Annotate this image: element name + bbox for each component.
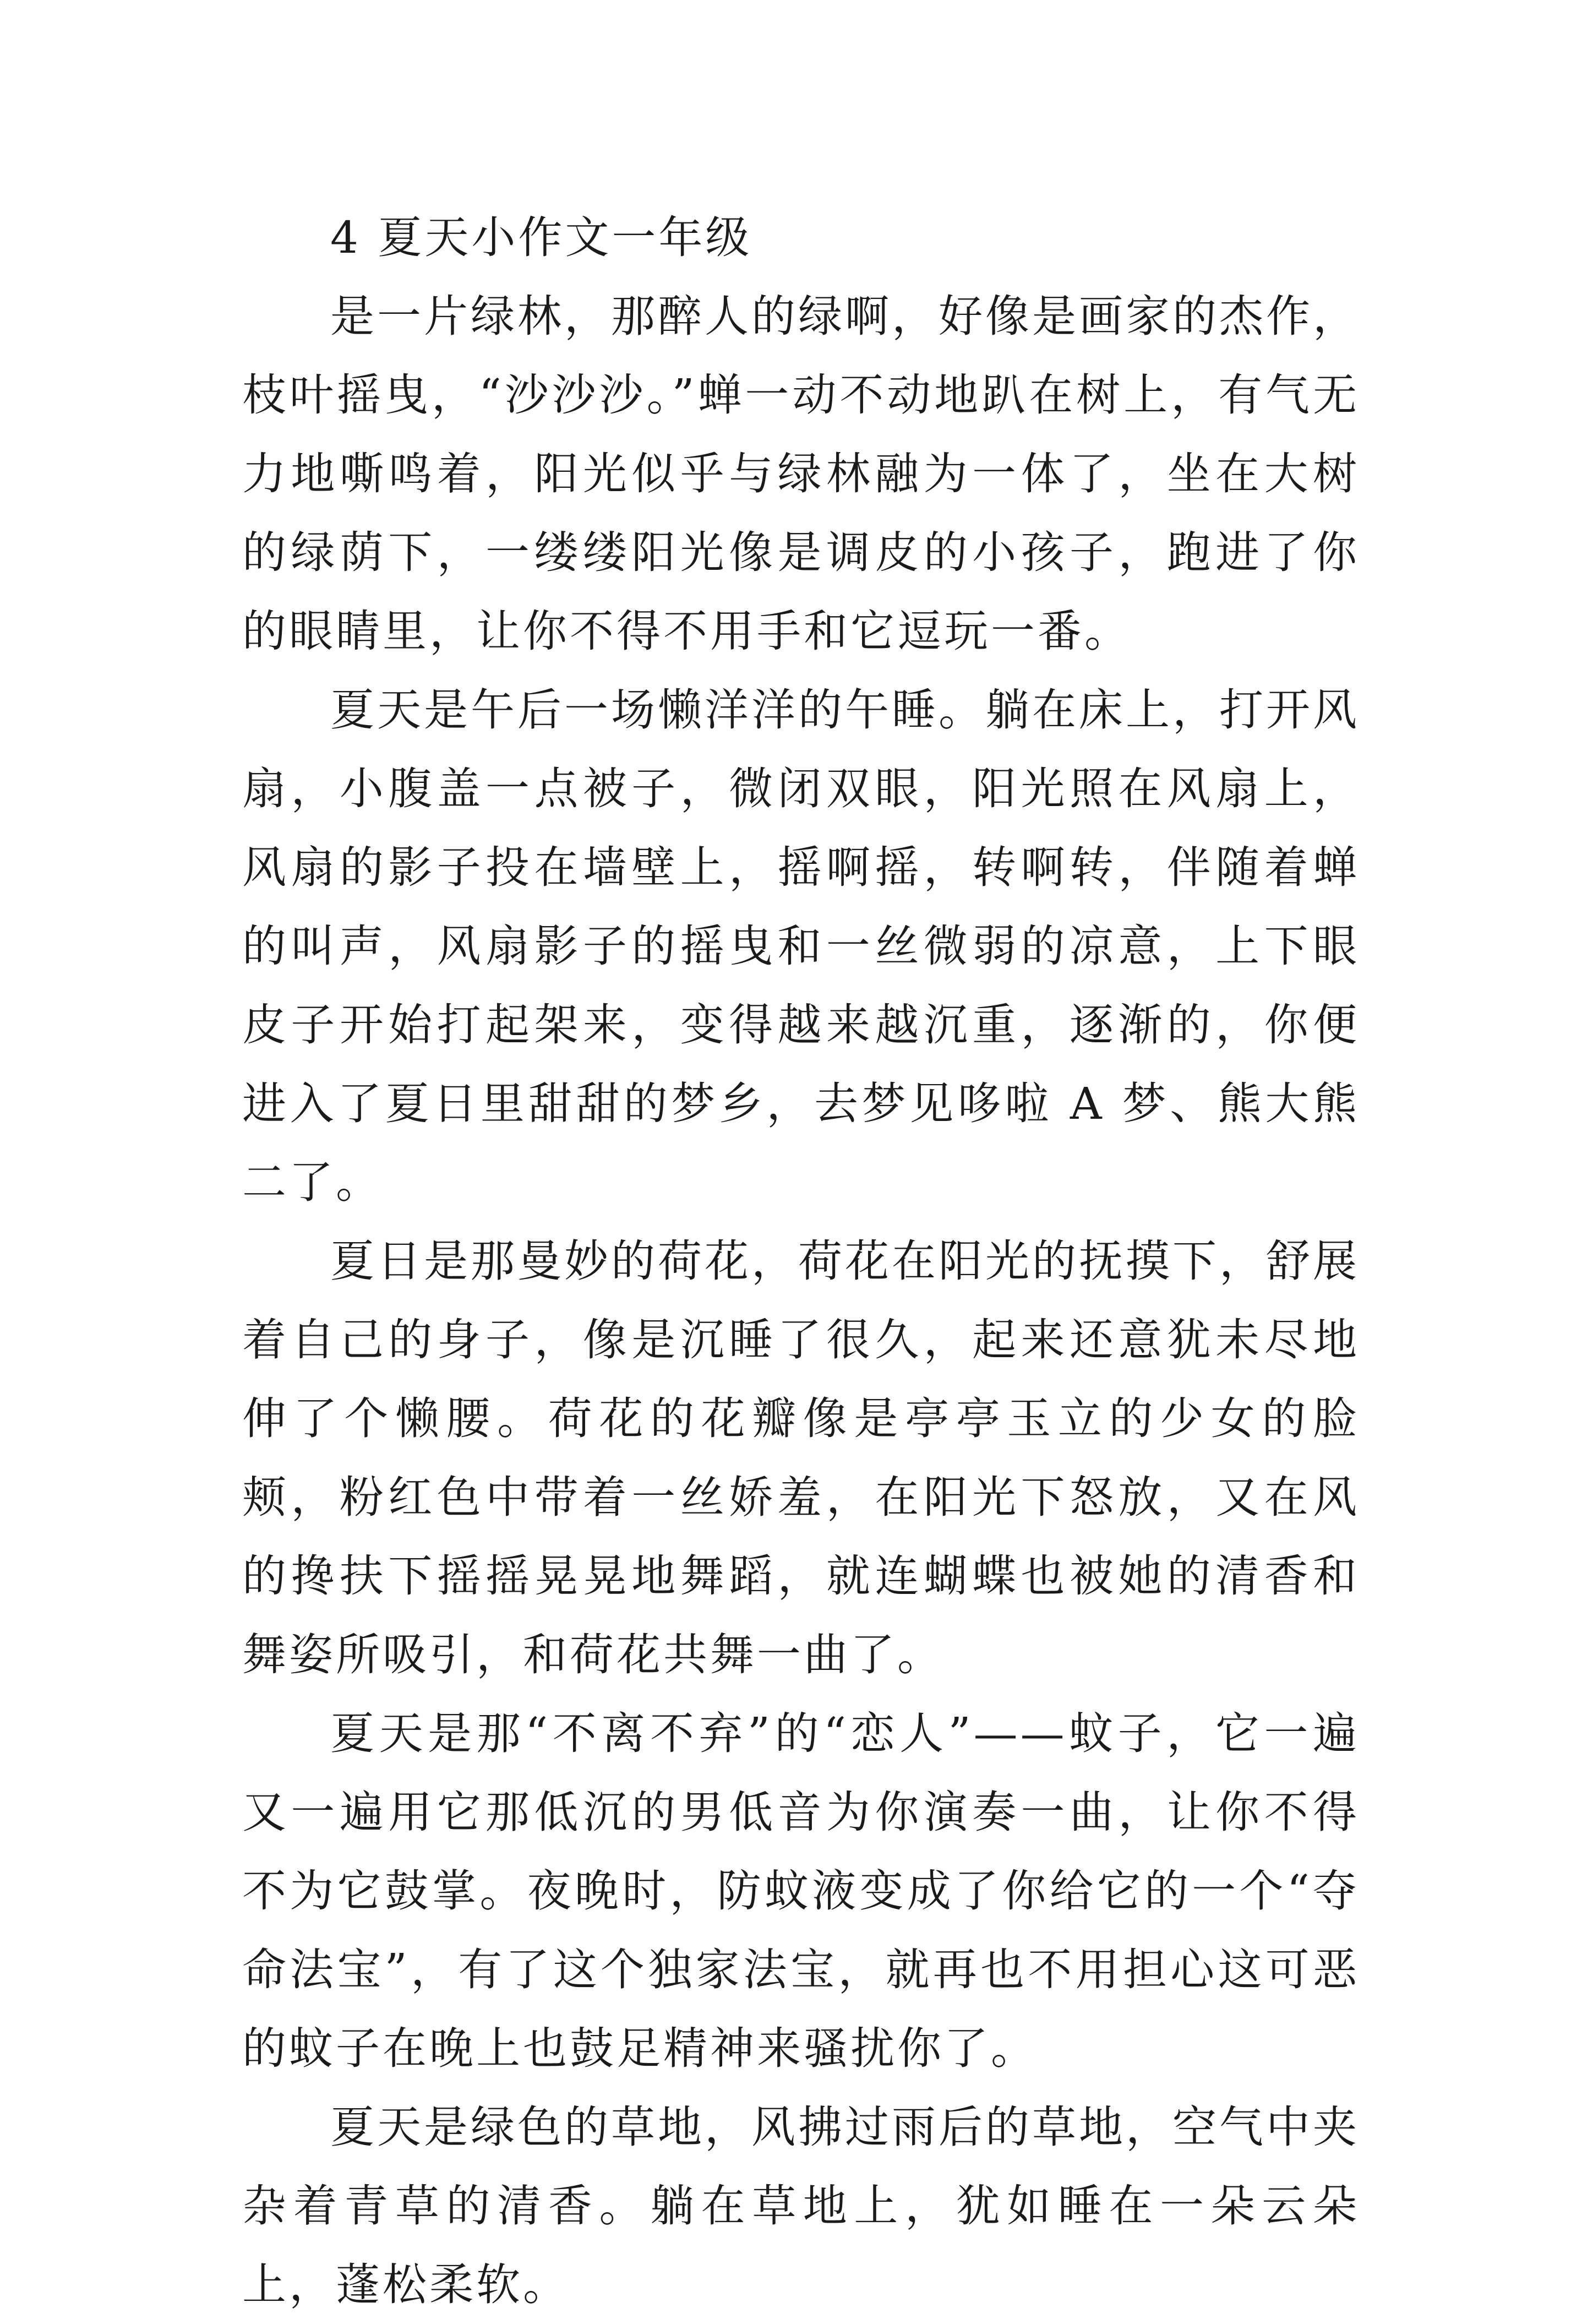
paragraph-3: 夏日是那曼妙的荷花，荷花在阳光的抚摸下，舒展着自己的身子，像是沉睡了很久，起来还意犹未尽地伸了个懒腰。荷花的花瓣像是亭亭玉立的少女的脸颊，粉红色中带着一丝娇羞，在阳光下怒放，又在风的搀扶下摇摇晃晃地舞蹈，就连蝴蝶也被她的清香和舞姿所吸引，和荷花共舞一曲了。 [242, 1236, 1360, 1680]
document-title: 4 夏天小作文一年级 [330, 212, 752, 263]
paragraph-4: 夏天是那“不离不弃”的“恋人”——蚊子，它一遍又一遍用它那低沉的男低音为你演奏一曲，让你不得不为它鼓掌。夜晚时，防蚊液变成了你给它的一个“夺命法宝”，有了这个独家法宝，就再也不用担心这可恶的蚊子在晚上也鼓足精神来骚扰你了。 [242, 1708, 1360, 2074]
document-body [242, 198, 1360, 2324]
paragraph-1: 是一片绿林，那醉人的绿啊，好像是画家的杰作，枝叶摇曳，“沙沙沙。”蝉一动不动地趴在树上，有气无力地嘶鸣着，阳光似乎与绿林融为一体了，坐在大树的绿荫下，一缕缕阳光像是调皮的小孩子，跑进了你的眼睛里，让你不得不用手和它逗玩一番。 [242, 291, 1360, 657]
paragraph-2: 夏天是午后一场懒洋洋的午睡。躺在床上，打开风扇，小腹盖一点被子，微闭双眼，阳光照在风扇上，风扇的影子投在墙壁上，摇啊摇，转啊转，伴随着蝉的叫声，风扇影子的摇曳和一丝微弱的凉意，上下眼皮子开始打起架来，变得越来越沉重，逐渐的，你便进入了夏日里甜甜的梦乡，去梦见哆啦 A 梦、熊大熊二了。 [242, 684, 1360, 1208]
paragraph-5: 夏天是绿色的草地，风拂过雨后的草地，空气中夹杂着青草的清香。躺在草地上，犹如睡在一朵云朵上，蓬松柔软。 [242, 2102, 1360, 2310]
